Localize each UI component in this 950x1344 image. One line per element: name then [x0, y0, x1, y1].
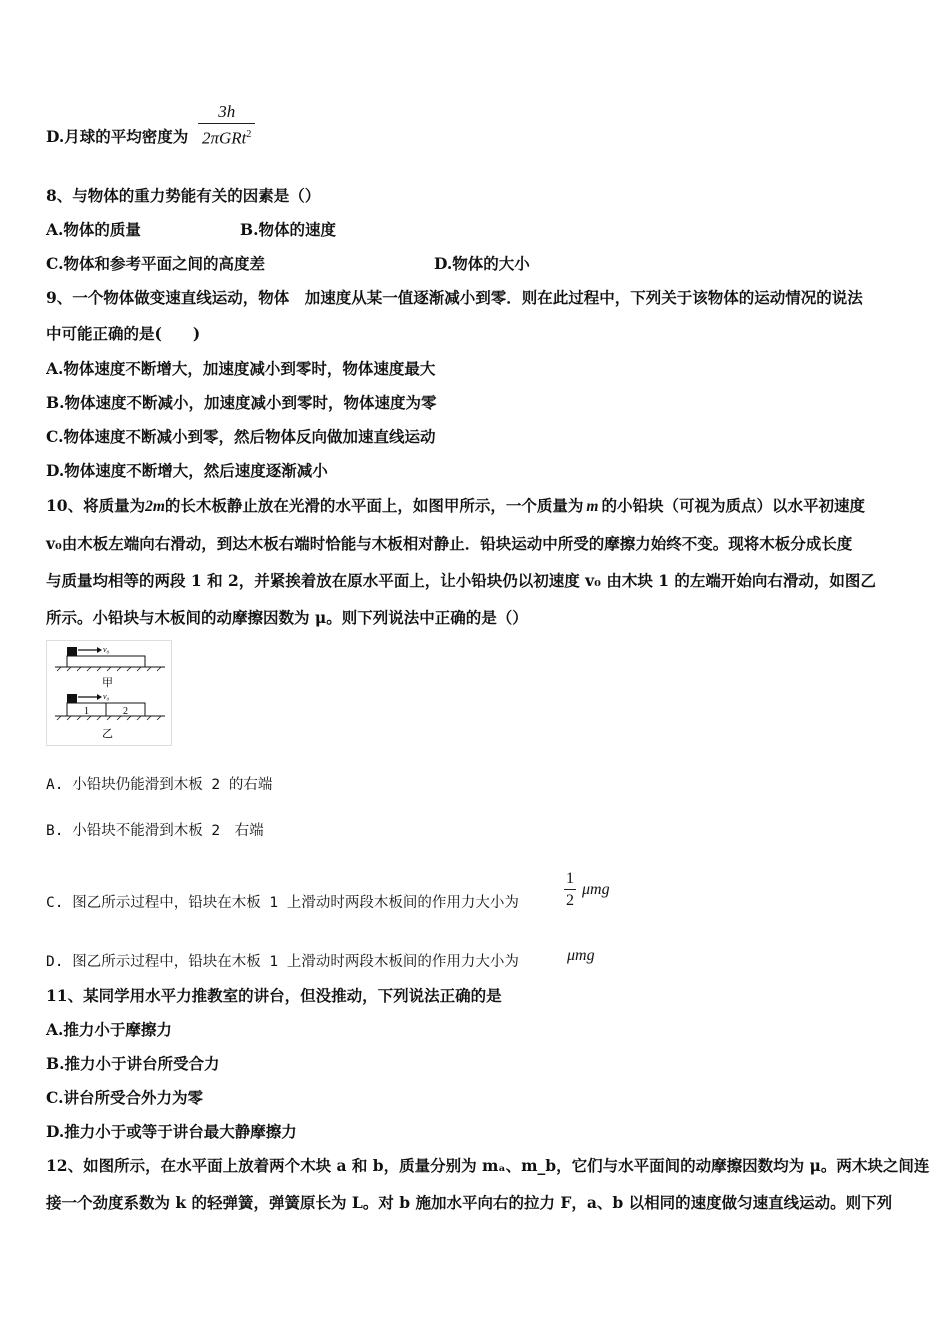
q10-stem-line4: 所示。小铅块与木板间的动摩擦因数为 μ。则下列说法中正确的是（） — [46, 608, 528, 627]
ground-hatch-jia — [57, 667, 161, 671]
q8-option-d: D.物体的大小 — [434, 254, 530, 273]
q11-option-c: C.讲台所受合外力为零 — [46, 1088, 203, 1107]
lead-block-yi — [67, 694, 77, 703]
velocity-arrowhead-yi — [97, 694, 102, 700]
q10-option-c: C. 图乙所示过程中，铅块在木板 1 上滑动时两段木板间的作用力大小为 — [46, 895, 519, 911]
q11-option-a: A.推力小于摩擦力 — [46, 1020, 172, 1039]
q11-option-b: B.推力小于讲台所受合力 — [46, 1054, 220, 1073]
q7-fraction-denominator: 2πGRt$^2$ — [202, 128, 252, 148]
q10-stem-line3: 与质量均相等的两段 1 和 2，并紧挨着放在原水平面上，让小铅块仍以初速度 v₀ 由木块 1 的左端开始向右滑动，如图乙 — [46, 571, 876, 590]
q10-option-a: A. 小铅块仍能滑到木板 2 的右端 — [46, 777, 273, 793]
q7-option-d: D.月球的平均密度为 — [46, 127, 189, 146]
q10-stem-line2: v₀由木板左端向右滑动，到达木板右端时恰能与木板相对静止．铅块运动中所受的摩擦力始终不变。现将木板分成长度 — [46, 534, 853, 553]
segment-2-label: 2 — [123, 706, 128, 717]
q12-stem-line1: 12、如图所示，在水平面上放着两个木块 a 和 b，质量分别为 mₐ、m_b，它们与水平面间的动摩擦因数均为 μ。两木块之间连 — [46, 1156, 930, 1175]
q12-stem-line2: 接一个劲度系数为 k 的轻弹簧，弹簧原长为 L。对 b 施加水平向右的拉力 F，a、b 以相同的速度做匀速直线运动。则下列 — [46, 1193, 893, 1212]
q10-figure — [46, 640, 172, 746]
label-yi: 乙 — [102, 727, 113, 740]
v0-label-jia: v₀ — [103, 645, 110, 654]
q9-option-d: D.物体速度不断增大，然后速度逐渐减小 — [46, 461, 328, 480]
q8-option-b: B.物体的速度 — [240, 220, 336, 239]
q10-c-numerator: 1 — [564, 868, 576, 890]
q9-stem-line2: 中可能正确的是( ) — [46, 324, 201, 343]
q8-option-c: C.物体和参考平面之间的高度差 — [46, 254, 265, 273]
ground-hatch-yi — [57, 716, 161, 720]
lead-block-jia — [67, 647, 77, 656]
q8-option-a: A.物体的质量 — [46, 220, 141, 239]
q7-density-fraction — [198, 101, 255, 150]
q10-stem-line1: 10、将质量为2m的长木板静止放在光滑的水平面上，如图甲所示，一个质量为 m 的小铅块（可视为质点）以水平初速度 — [46, 496, 865, 515]
q9-option-c: C.物体速度不断减小到零，然后物体反向做加速直线运动 — [46, 427, 436, 446]
v0-label-yi: v₀ — [103, 692, 110, 701]
q11-option-d: D.推力小于或等于讲台最大静摩擦力 — [46, 1122, 297, 1141]
q10-option-d-expr: μmg — [567, 947, 595, 964]
q10-c-denominator: 2 — [566, 892, 574, 909]
q10-option-c-fraction — [564, 868, 576, 911]
q10-option-d: D. 图乙所示过程中，铅块在木板 1 上滑动时两段木板间的作用力大小为 — [46, 954, 519, 970]
q9-option-b: B.物体速度不断减小，加速度减小到零时，物体速度为零 — [46, 393, 437, 412]
q10-option-b: B. 小铅块不能滑到木板 2 右端 — [46, 823, 264, 839]
board-jia — [67, 656, 145, 667]
velocity-arrowhead-jia — [97, 647, 102, 653]
q10-option-c-expr: μmg — [582, 881, 610, 898]
q8-stem: 8、与物体的重力势能有关的因素是（） — [46, 186, 321, 205]
q7-fraction-numerator: 3h — [198, 101, 255, 124]
q10-figure-diagram — [47, 641, 171, 745]
q9-option-a: A.物体速度不断增大，加速度减小到零时，物体速度最大 — [46, 359, 436, 378]
segment-1-label: 1 — [84, 706, 89, 717]
label-jia: 甲 — [102, 676, 113, 689]
q11-stem: 11、某同学用水平力推教室的讲台，但没推动，下列说法正确的是 — [46, 986, 502, 1005]
q9-stem-line1: 9、一个物体做变速直线运动，物体 加速度从某一值逐渐减小到零．则在此过程中，下列关于该物体的运动情况的说法 — [46, 288, 863, 307]
